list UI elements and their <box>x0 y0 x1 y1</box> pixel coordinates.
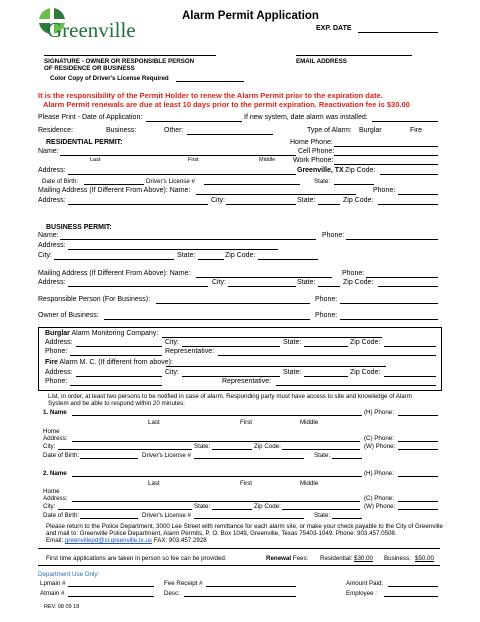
mc-state-field[interactable] <box>304 346 348 347</box>
bus-mailing-city-field[interactable] <box>228 286 296 287</box>
bus-mailing-state-field[interactable] <box>318 286 340 287</box>
bus-state-label: State: <box>177 252 196 259</box>
mc-city-label: City: <box>165 339 179 346</box>
res-mailing-zip-label: Zip Code: <box>343 197 374 204</box>
bus-phone-field[interactable] <box>346 239 438 240</box>
cell-phone-field[interactable] <box>334 155 438 156</box>
contact1-dob-field[interactable] <box>80 458 138 459</box>
contact2-dl-label: Driver's License # <box>142 512 191 519</box>
business-fee-label: Business: <box>384 555 411 562</box>
mc-rep-label: Representative: <box>165 348 215 355</box>
bus-mailing-name-field[interactable] <box>196 277 332 278</box>
contact1-middle: Middle <box>300 419 319 426</box>
contact1-dl-label: Driver's License # <box>142 452 191 459</box>
fire-address-field[interactable] <box>76 376 162 377</box>
installed-date-label: If new system, date alarm was installed: <box>244 114 368 121</box>
residence-label: Residence: <box>38 127 74 134</box>
fire-company-field[interactable] <box>166 366 386 367</box>
license-copy-field[interactable] <box>176 81 244 82</box>
bus-zip-label: Zip Code: <box>225 252 256 259</box>
contact1-last: Last <box>148 419 160 426</box>
res-first-label: First <box>188 157 199 163</box>
email-link[interactable]: greenvillepd@ci.greenville.tx.us <box>64 537 153 544</box>
mc-city-field[interactable] <box>182 346 280 347</box>
bus-city-label: City: <box>38 252 52 259</box>
res-name-field[interactable] <box>60 155 296 156</box>
installed-date-field[interactable] <box>372 121 438 122</box>
res-last-label: Last <box>90 157 101 163</box>
res-name-label: Name: <box>38 148 59 155</box>
work-phone-label: Work Phone: <box>293 157 334 164</box>
contact2-address-field[interactable] <box>72 501 360 502</box>
employee-label: Employee : <box>346 590 377 597</box>
exp-date-label: EXP. DATE <box>316 25 352 32</box>
bus-name-label: Name: <box>38 232 59 239</box>
fire-state-field[interactable] <box>304 376 348 377</box>
res-address-field[interactable] <box>68 174 296 175</box>
work-phone-field[interactable] <box>334 164 438 165</box>
bus-zip-field[interactable] <box>258 259 318 260</box>
residential-fee-label: Residential: <box>320 555 353 562</box>
burglar-option[interactable]: Burglar <box>359 127 382 134</box>
contact1-name-field[interactable] <box>72 415 362 416</box>
other-field[interactable] <box>187 134 273 135</box>
contact2-zip-field[interactable] <box>282 509 360 510</box>
contact1-state2-label: State: <box>314 452 331 459</box>
contact1-home-label: Home <box>43 428 60 435</box>
contact2-c-phone-field[interactable] <box>398 501 438 502</box>
burglar-monitoring-label: Burglar Alarm Monitoring Company: <box>45 330 159 337</box>
renewal-fees-label: Renewal Fees: <box>266 555 309 562</box>
contact2-name-field[interactable] <box>72 476 362 477</box>
contact2-home-label: Home <box>43 488 60 495</box>
res-mailing-zip-field[interactable] <box>378 204 438 205</box>
res-dob-field[interactable] <box>84 184 144 185</box>
contact2-dl-field[interactable] <box>194 518 304 519</box>
mc-address-label: Address: <box>45 339 73 346</box>
contacts-intro-2: System and be able to respond within 20 minutes: <box>48 400 185 407</box>
res-dl-label: Driver's License # <box>146 178 195 185</box>
home-phone-field[interactable] <box>334 146 438 147</box>
res-mailing-phone-field[interactable] <box>398 194 438 195</box>
bus-phone-label: Phone: <box>322 232 345 239</box>
owner-label: Owner of Business: <box>38 312 99 319</box>
contact1-first: First <box>240 419 253 426</box>
res-mailing-state-field[interactable] <box>318 204 340 205</box>
res-state-field[interactable] <box>334 184 374 185</box>
res-middle-label: Middle <box>259 157 276 163</box>
fees-separator <box>38 548 440 549</box>
contact2-state2-field[interactable] <box>332 518 362 519</box>
fire-monitoring-label: Fire Alarm M. C. (If different from above): <box>45 359 173 366</box>
fire-phone-field[interactable] <box>70 385 162 386</box>
contact1-c-phone-label: (C) Phone: <box>364 435 394 442</box>
contact1-dl-field[interactable] <box>194 458 304 459</box>
contact1-w-phone-field[interactable] <box>398 449 438 450</box>
contact2-state2-label: State: <box>314 512 331 519</box>
contact2-zip-label: Zip Code: <box>254 503 281 510</box>
amount-paid-label: Amount Paid: <box>346 580 384 587</box>
fire-phone-label: Phone: <box>45 378 68 385</box>
atmain-label: Atmain # <box>40 590 65 597</box>
date-of-application-label: Please Print - Date of Application: <box>38 114 143 121</box>
amount-paid-field[interactable] <box>388 586 438 587</box>
contact1-state-label: State: <box>194 443 211 450</box>
fee-receipt-field[interactable] <box>206 586 296 587</box>
mc-zip-field[interactable] <box>384 346 436 347</box>
bus-address-field[interactable] <box>68 249 278 250</box>
email-address-label: EMAIL ADDRESS <box>296 58 347 65</box>
notice-line-2: Alarm Permit renewals are due at least 10 days prior to the permit expiration. Reactivation fee is $30.00 <box>43 100 410 109</box>
res-mailing-state-label: State: <box>297 197 316 204</box>
contact2-middle: Middle <box>300 480 319 487</box>
bus-mailing-zip-label: Zip Code: <box>343 279 374 286</box>
mc-state-label: State: <box>283 339 302 346</box>
email-field[interactable] <box>296 55 412 56</box>
mc-zip-label: Zip Code: <box>350 339 381 346</box>
signature-label: SIGNATURE - OWNER OR RESPONSIBLE PERSON <box>44 58 195 65</box>
logo-text: Greenville <box>47 18 136 42</box>
bus-mailing-label: Mailing Address (If Different From Above): Name: <box>38 270 191 277</box>
contact1-state-field[interactable] <box>212 449 252 450</box>
bus-city-field[interactable] <box>54 259 174 260</box>
notice-line-1: It is the responsibility of the Permit Holder to renew the Alarm Permit prior to the expiration date. <box>38 91 383 100</box>
type-of-alarm-label: Type of Alarm: <box>307 127 352 134</box>
lpmain-label: Lpmain # <box>40 580 66 587</box>
contact1-c-phone-field[interactable] <box>398 441 438 442</box>
contact1-h-phone-label: (H) Phone: <box>364 409 394 416</box>
fire-state-label: State: <box>283 369 302 376</box>
other-label: Other: <box>164 127 184 134</box>
desc-field[interactable] <box>184 596 296 597</box>
desc-label: Desc: <box>164 590 180 597</box>
contact1-dob-label: Date of Birth: <box>43 452 80 459</box>
contact1-h-phone-field[interactable] <box>398 415 438 416</box>
page-title: Alarm Permit Application <box>182 10 319 22</box>
contact2-name-label: 2. Name <box>43 470 67 477</box>
bus-mailing-city-label: City: <box>212 279 226 286</box>
res-mailing-phone-label: Phone: <box>373 187 396 194</box>
fire-city-field[interactable] <box>182 376 280 377</box>
bus-mailing-address-field[interactable] <box>68 286 208 287</box>
fire-option[interactable]: Fire <box>410 127 423 134</box>
atmain-field[interactable] <box>68 596 154 597</box>
contact1-city-label: City: <box>43 443 56 450</box>
res-dl-field[interactable] <box>204 184 300 185</box>
mc-address-field[interactable] <box>76 346 162 347</box>
contact1-city-field[interactable] <box>58 449 192 450</box>
owner-field[interactable] <box>104 319 310 320</box>
owner-phone-label: Phone: <box>315 312 338 319</box>
revision-label: REV. 08 09 18 <box>44 604 80 610</box>
home-phone-label: Home Phone: <box>290 139 333 146</box>
responsible-person-label: Responsible Person (For Business): <box>38 296 151 303</box>
contact1-zip-field[interactable] <box>282 449 360 450</box>
dept-use-heading: Department Use Only: <box>38 571 100 578</box>
burglar-company-field[interactable] <box>162 337 382 338</box>
business-label: Business: <box>106 127 137 134</box>
contact2-dob-label: Date of Birth: <box>43 512 80 519</box>
contact1-address-field[interactable] <box>72 441 360 442</box>
signature-field[interactable] <box>44 55 216 56</box>
mc-phone-field[interactable] <box>70 355 162 356</box>
license-copy-label: Color Copy of Driver's License Required <box>50 75 169 82</box>
res-dob-label: Date of Birth: <box>42 178 79 185</box>
fire-address-label: Address: <box>45 369 73 376</box>
contact1-zip-label: Zip Code: <box>254 443 281 450</box>
contact2-state-label: State: <box>194 503 211 510</box>
employee-field[interactable] <box>384 596 438 597</box>
res-mailing-city-label: City: <box>211 197 225 204</box>
contact1-state2-field[interactable] <box>332 458 362 459</box>
contact2-h-phone-label: (H) Phone: <box>364 470 394 477</box>
fire-rep-field[interactable] <box>276 385 436 386</box>
contact1-address-label: Address: <box>43 435 68 442</box>
return-info-line-2: and mail to: Greenville Police Department, Alarm Permits, P. O. Box 1049, Greenville, Texas 75403-1049. Phone: 903.457.0508. <box>46 530 397 537</box>
contact2-address-label: Address: <box>43 495 68 502</box>
mc-rep-field[interactable] <box>218 355 436 356</box>
bus-mailing-state-label: State: <box>297 279 316 286</box>
responsible-phone-field[interactable] <box>340 303 438 304</box>
city-logo <box>37 6 136 42</box>
contacts-intro-1: List, in order, at least two persons to be notified in case of alarm. Responding party must have access to site and knowledge of Alarm <box>48 393 412 400</box>
contact2-state-field[interactable] <box>212 509 252 510</box>
res-mailing-city-field[interactable] <box>226 204 296 205</box>
contact1-w-phone-label: (W) Phone: <box>364 443 396 450</box>
contact2-h-phone-field[interactable] <box>398 476 438 477</box>
contact2-last: Last <box>148 480 160 487</box>
cell-phone-label: Cell Phone: <box>298 148 335 155</box>
fire-zip-label: Zip Code: <box>350 369 381 376</box>
signature-label-2: OF RESIDENCE OR BUSINESS <box>44 65 135 72</box>
res-mailing-name-field[interactable] <box>196 194 356 195</box>
res-zip-label: Zip Code: <box>345 167 376 174</box>
contact2-city-field[interactable] <box>58 509 192 510</box>
contact2-w-phone-label: (W) Phone: <box>364 503 396 510</box>
return-info-line-1: Please return to the Police Department, 3000 Lee Street with remittance for each alarm site, or make your check payable to the City of Greenville <box>46 523 443 530</box>
res-mailing-address-label: Address: <box>38 197 66 204</box>
contact2-city-label: City: <box>43 503 56 510</box>
bus-mailing-phone-field[interactable] <box>366 277 438 278</box>
contact1-name-label: 1. Name <box>43 409 67 416</box>
res-address-label: Address: <box>38 167 66 174</box>
bus-name-field[interactable] <box>60 239 316 240</box>
res-zip-field[interactable] <box>380 174 438 175</box>
res-city-label: Greenville, TX <box>297 167 344 174</box>
fire-rep-label: Representative: <box>222 378 272 385</box>
business-heading: BUSINESS PERMIT: <box>46 224 112 231</box>
lpmain-field[interactable] <box>68 586 154 587</box>
contact2-c-phone-label: (C) Phone: <box>364 495 394 502</box>
fire-zip-field[interactable] <box>384 376 436 377</box>
contact2-w-phone-field[interactable] <box>398 509 438 510</box>
return-info-line-3: Email: greenvillepd@ci.greenville.tx.us FAX: 903.457.2928 <box>46 537 207 544</box>
responsible-phone-label: Phone: <box>315 296 338 303</box>
fees-separator-bottom <box>38 565 440 566</box>
res-mailing-address-field[interactable] <box>68 204 208 205</box>
bus-mailing-address-label: Address: <box>38 279 66 286</box>
first-time-note: First time applications are taken in person so fee can be provided. <box>46 555 227 562</box>
bus-state-field[interactable] <box>198 259 224 260</box>
fire-city-label: City: <box>165 369 179 376</box>
fee-receipt-label: Fee Receipt # <box>164 580 203 587</box>
bus-address-label: Address: <box>38 242 66 249</box>
res-state-label: State: <box>314 178 331 185</box>
date-of-application-field[interactable] <box>146 121 242 122</box>
residential-heading: RESIDENTIAL PERMIT: <box>46 139 123 146</box>
residential-fee-amount: $30.00 <box>354 555 373 562</box>
res-mailing-label: Mailing Address (If Different From Above): Name: <box>38 187 191 194</box>
bus-mailing-zip-field[interactable] <box>378 286 438 287</box>
owner-phone-field[interactable] <box>340 319 438 320</box>
responsible-person-field[interactable] <box>156 303 310 304</box>
mc-phone-label: Phone: <box>45 348 68 355</box>
contact2-first: First <box>240 480 253 487</box>
bus-mailing-phone-label: Phone: <box>342 270 365 277</box>
contact2-dob-field[interactable] <box>80 518 138 519</box>
business-fee-amount: $50.00 <box>415 555 434 562</box>
exp-date-field[interactable] <box>358 32 438 33</box>
